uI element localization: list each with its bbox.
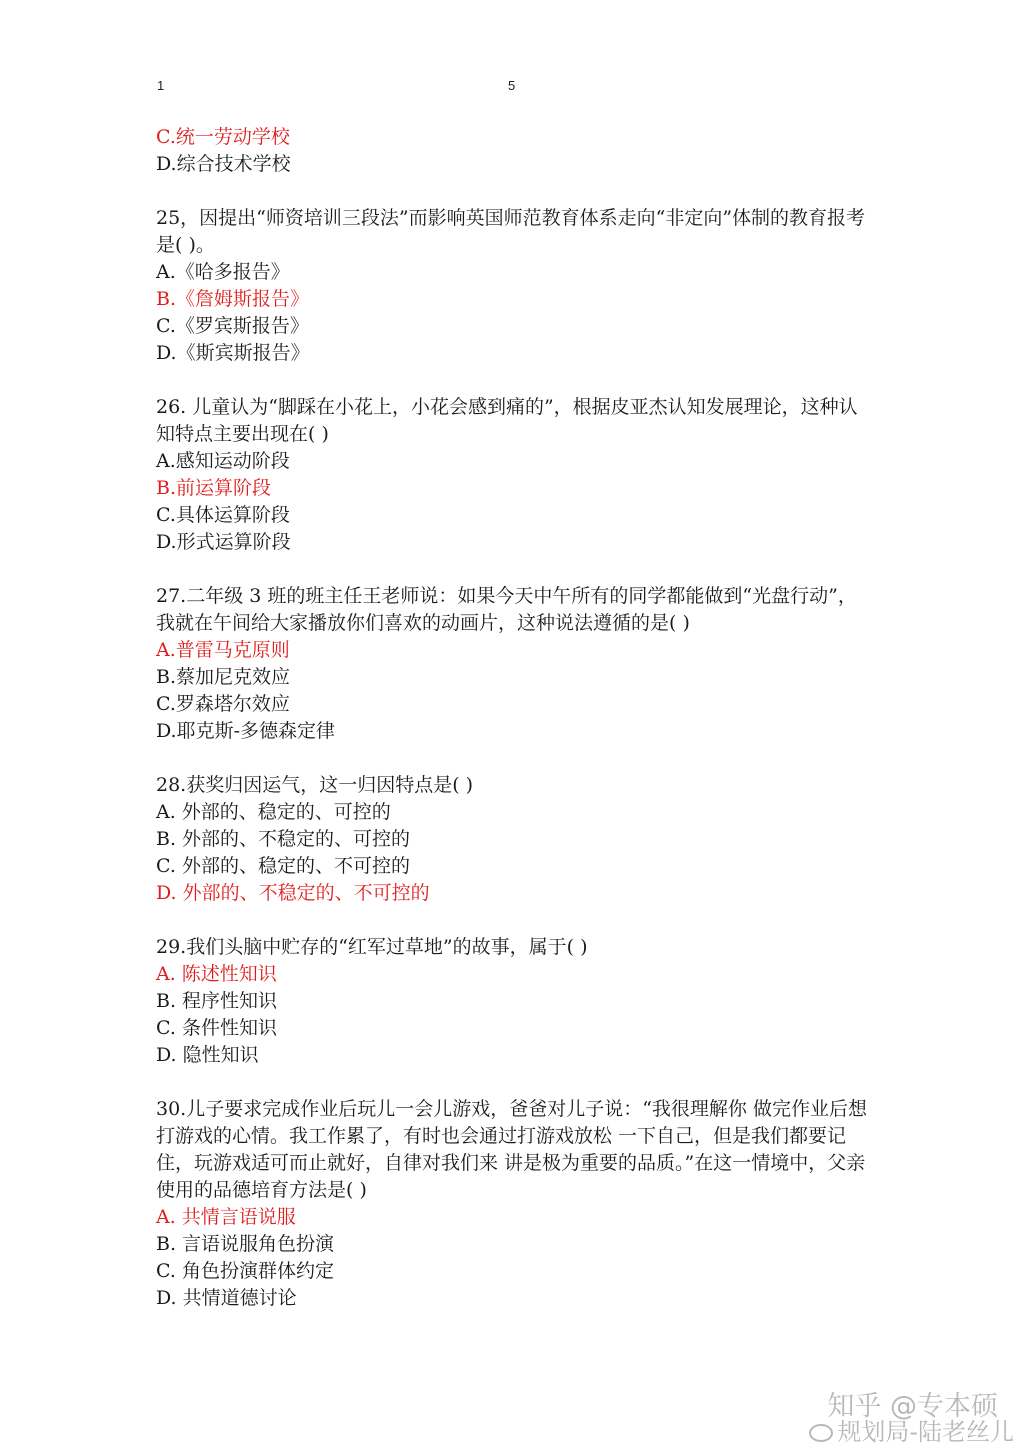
option-line: B.蔡加尼克效应 [156,666,291,688]
option-line: C.罗森塔尔效应 [156,693,290,715]
option-line: D. 隐性知识 [156,1044,259,1066]
option-line: D.形式运算阶段 [156,531,291,553]
question-stem-29: 29.我们头脑中贮存的“红军过草地”的故事，属于( ) [156,936,588,958]
zhihu-watermark: 知乎 @专本硕 [827,1391,998,1422]
option-line: C. 条件性知识 [156,1017,277,1039]
weibo-watermark-text: 规划局-陆老丝儿 [837,1418,1014,1446]
page-header-middle: 5 [508,78,516,93]
option-line: A.感知运动阶段 [156,450,290,472]
question-stem-30: 30.儿子要求完成作业后玩儿一会儿游戏，爸爸对儿子说：“我很理解你 做完作业后想打游戏的心情。我工作累了，有时也会通过打游戏放松 一下自己，但是我们都要记住，玩游戏适可而止就好，自律对我们来 讲是极为重要的品质。”在这一情境中，父亲使用的品德培育方法是( ) [156,1098,867,1201]
option-line: A. 共情言语说服 [156,1206,296,1228]
question-stem-25: 25，因提出“师资培训三段法”而影响英国师范教育体系走向“非定向”体制的教育报考是( )。 [156,207,866,256]
option-line: A.《哈多报告》 [156,261,290,283]
option-line: B. 程序性知识 [156,990,278,1012]
option-line: C.《罗宾斯报告》 [156,315,309,337]
option-line: A.普雷马克原则 [156,639,290,661]
question-stem-28: 28.获奖归因运气，这一归因特点是( ) [156,774,474,796]
weibo-logo-icon [809,1424,833,1442]
option-line: C.统一劳动学校 [156,126,290,148]
option-line: C. 角色扮演群体约定 [156,1260,334,1282]
option-line: A. 外部的、稳定的、可控的 [156,801,391,823]
option-line: B.《詹姆斯报告》 [156,288,310,310]
option-line: C.具体运算阶段 [156,504,290,526]
question-stem-27: 27.二年级 3 班的班主任王老师说：如果今天中午所有的同学都能做到“光盘行动”，我就在午间给大家播放你们喜欢的动画片，这种说法遵循的是( ) [156,585,857,634]
option-line: D. 共情道德讨论 [156,1287,297,1309]
option-line: D.《斯宾斯报告》 [156,342,310,364]
option-line: C. 外部的、稳定的、不可控的 [156,855,410,877]
option-line: B.前运算阶段 [156,477,272,499]
option-line: A. 陈述性知识 [156,963,277,985]
question-list [156,124,876,1312]
option-line: D.耶克斯-多德森定律 [156,720,336,742]
option-line: B. 外部的、不稳定的、可控的 [156,828,411,850]
option-line: D. 外部的、不稳定的、不可控的 [156,882,430,904]
question-stem-26: 26. 儿童认为“脚踩在小花上，小花会感到痛的”，根据皮亚杰认知发展理论，这种认知特点主要出现在( ) [156,396,858,445]
page-header-left: 1 [157,78,165,93]
weibo-watermark [809,1412,1014,1447]
option-line: B. 言语说服角色扮演 [156,1233,335,1255]
option-line: D.综合技术学校 [156,153,291,175]
